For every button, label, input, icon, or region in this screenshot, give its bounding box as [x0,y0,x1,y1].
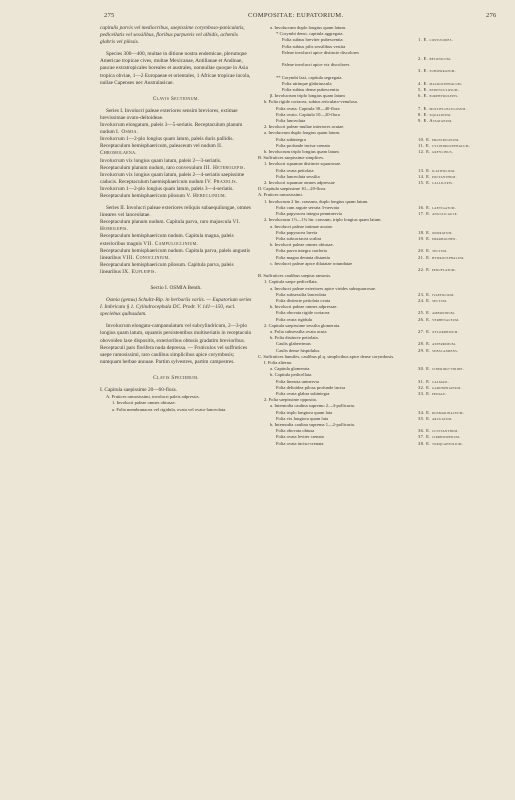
series-one: Series I. Involucri paleae exteriores sensim breviores, extimae brevissimae ovato-deltoideae. [100,107,238,121]
key-text: Folia parva integra conferta [276,248,327,254]
key-entry: Receptaculum hemisphaericum pilosum. Capitula parva, paleis linearibus IX. Eupleipis. [100,261,234,275]
species-name: 14. E. polyanthum. [418,173,457,179]
species-name: 7. E. multiflosculosum. [418,105,467,111]
key-text: Folia vix longiora quam lata [276,415,329,421]
key-text: 2. Involucri paleae multae interiores acutae. [264,124,345,130]
species-name: 5. E. pedunculosum. [418,87,460,93]
page-number-right: 276 [486,12,497,19]
key-text: Folia papyracea laevia [276,229,318,235]
key-text: Folia subtus dense pubescentia [282,87,339,93]
key-text: Folia ovata petiolata [276,167,314,173]
key-text: Caulis dense hispidulus [276,347,320,353]
species-name: 26. E. verbenaceum. [418,316,460,322]
key-text: I. Folia alterna. [264,359,293,365]
key-text: b. Involucri paleae omnes adpressae. [270,304,338,310]
key-text: Folia subtus pilis sessilibus vestita [282,43,346,49]
page-number-left: 275 [104,12,115,19]
species-name: 16. E. laevigatum. [418,204,457,210]
key-text: Folia distincte petiolata ovata [276,297,331,303]
key-text: Folia utrinque glabriuscula [282,80,332,86]
key-text: c. Involucri paleae apice dilatatae rotundatae [270,260,353,266]
key-text: 2. Folia saepissime opposita. [264,397,317,403]
key-text: 2. Capitula saepissime sessilia glomerata. [264,322,341,328]
species-name: 10. E. prostriginum. [418,136,460,142]
species-name: 9. E. Assatanum. [418,118,453,124]
key-text: a. Internodia caulina supremo 2—4-pollicaria. [270,403,355,409]
sectio-heading: Sectio I. OSMIA Benth. [150,285,202,291]
species-name: 15. E. callilepis. [418,180,454,186]
species-name: 33. E. pedale. [418,390,447,396]
key-text: Folia obovata rigide coriacea [276,310,330,316]
key-text: Folia subcoriacea scabra [276,235,322,241]
key-text: II. Capitula saepissime 10—20-flora. [258,186,327,192]
key-entry: Involucrum elongatum, paleis 3—5-seriatis. Receptaculum planum nudum I. Osmia. [100,122,243,136]
key-text: Folia ovata glabra subintegra [276,390,330,396]
key-text: Folia ovata rigidula [276,316,312,322]
key-text: ** Corymbi laxi, capitula segregata. [276,74,343,80]
key-text: a. Involucri paleae intimae acutae. [270,223,334,229]
key-text: B. Suffrutices caulibus saepius ramosis. [258,273,332,279]
key-text: β. Involucrum triplo longius quam latum [270,93,345,99]
key-text: Folia papyracea integra penninervia [276,211,342,217]
key-entry: Receptaculum planum nudum. Capitula parva, raro majuscula VI. Homolepis. [100,219,241,233]
key-text: Folia triplo longiora quam lata [276,409,333,415]
key-text: Folia subtus breviter pubescentia [282,37,343,43]
key-text: Paleae involucri apice distincte discolores [282,49,360,55]
key-line: A. Frutices ramosissimi, involucri paleis adpressis. [106,394,200,400]
key-text: Folia ovata. Capitula 30—40-flora [276,105,340,111]
key-text: Folia subsessilia lanceolata [276,291,327,297]
species-name: 32. E. gardnerianum. [418,384,462,390]
key-entry: Receptaculum hemisphaericum nudum. Capitula magna, paleis exterioribus magnis VII. Campuloclinium. [100,233,234,247]
synonymy: Osmia (genus) Schultz-Bip. in herbariis variis. — Eupatorium series I. Imbricata § 1. Cylindrocephala DC. Prodr. V. 141—150, excl. speciebus quibusdam. [100,297,252,318]
key-text: C. Suffrutices humiles, caulibus pl.q. simplicibus apice dense corymbosis. [258,353,395,359]
key-text: b. Folia distincte petiolata. [270,335,319,341]
key-text: Folia cum argute serrata 3-nervata [276,204,339,210]
running-title: COMPOSITAE: EUPATORIUM. [248,12,344,19]
key-text: b. Folia rigide coriacea, subtus reticulato-venulosa. [264,99,358,105]
key-entry: Involucrum 1—2-plo longius quam latum, paleis 3—4-seriatis. Receptaculum hemisphaericum pilosum V. Hebeclinium. [100,185,234,199]
key-entry: Involucrum vix longius quam latum, paleis 2—4-seriatis saepissime caducis. Receptaculum haemisphaericum nudum IV. Praxelis. [100,171,245,185]
series-two: Series II. Involucri paleae exteriores reliquis subaequilongae, omnes lineares vel lanceolatae. [100,205,251,219]
species-name: 17. E. angulicaule. [418,211,459,217]
species-name: 19. E. erkrhochen. [418,235,458,241]
species-name: 25. E. amboninum. [418,310,456,316]
species-name: 38. E. torquaefolium. [418,440,464,446]
species-name: 3. E. subserratum. [418,68,457,74]
key-text: a. Folia subsessilia ovata acuta [270,328,327,334]
key-text: Caulis glaberrimus [276,341,311,347]
key-text: a. Involucrum duplo longius quam latum. [270,25,347,30]
key-text: Folia ovata inciso-crenata [276,440,324,446]
key-text: Folia subintegra [276,136,306,142]
key-text: Folia profunde incisa-crenata [276,142,330,148]
species-name: 11. E. cylindrocephalum. [418,142,471,148]
species-name: 12. E. greylinus. [418,149,454,155]
species-paragraph: Species 300—400, multae in ditione nostra endemicae, plerumque Americae tropicae cives, multae Mexicanae, Antillanae et Andinae, paucae extratropicales boreales et australes, nonnullae quoque in Asia tropica obviae, 1—2 Europaeae et orientales, 1 Africae tropicae incola, nullae Capenses nec Australasicae. [100,51,251,86]
key-line: 1. Involucri paleae omnes obtusae. [112,400,176,406]
species-name: 35. E. arcuatum. [418,415,453,421]
left-column [100,25,252,413]
intro-text: capitulis parvis vel mediocribus, saepissime corymboso-paniculatis, pedicellatis vel sessilibus, floribus purpureis vel albidis, acheniis glabris vel pilosis. [100,25,245,46]
species-name: 30. E. cinerido-viride. [418,366,465,372]
key-line: I. Capitula saepissime 20—60-flora. [100,387,177,394]
key-text: b. Involucrum triplo longius quam latum [264,149,339,155]
key-text: Folia ovata leviter crenata [276,434,324,440]
key-text: Paleae involucri apice vix discolores [282,62,350,68]
key-line [258,441,496,447]
key-text: B. Suffrutices saepissime simplices. [258,155,325,161]
key-text: 1. Capitula saepe pedicellata. [264,279,318,285]
species-name: 6. E. porphyrolepis. [418,93,459,99]
key-entry: Receptaculum hemisphaericum nudum. Capitula parva, paleis angustis linearibus VIII. Conoclinium. [100,247,251,261]
key-text: 1. Involucrum 2 lin. crassum, duplo longius quam latum. [264,198,369,204]
species-name: 22. E. peruflatum. [418,266,457,272]
right-column-key [258,25,496,447]
species-name: 2. E. betonicum. [418,56,452,62]
key-text: 2. Involucrum 1½—1¾ lin. crassum, triplo longius quam latum. [264,217,382,223]
key-text: Folia ovato. Capitula 10—20-flora [276,111,340,117]
key-text: Folia magna dentata distantia [276,254,330,260]
species-name: 31. E. calmasi. [418,378,450,384]
species-name: 34. E. rosmarinaceum. [418,409,465,415]
section-description: Involucrum elongato-campanulatum vel subcylindricum, 2—3-plo longius quam latum, squamis persistentibus multiseriatis in receptaculo obovoideo laxe dispositis, exterioribus obtusis gradatim brevioribus. Receptaculi pars florifera nuda depressa. — Fruticulos vel suffrutices saepe ramosissimi, raro caulibus simplicibus apice corymbosis; numquam herbae annuae. Partim sylvestres, partim campestres. [100,323,252,365]
species-name: 29. E. subscandens. [418,347,459,353]
key-text: Folia linearia uninervia [276,378,319,384]
species-name: 27. E. xylorrhizum. [418,328,460,334]
key-line: a. Folia membranacea vel rigidula, ovata vel ovato-lanceolata. [112,406,227,412]
species-name: 23. E. ivaefolium. [418,291,455,297]
key-text: Folia obovata obtusa [276,428,315,434]
species-name: 1. E. conyzoides. [418,37,454,43]
key-text: a. Involucri paleae exteriores apice virides subsquarrosae. [270,285,377,291]
species-name: 8. E. squalidum. [418,111,452,117]
species-name: 36. E. cuvitanthum. [418,428,459,434]
key-text: Folia deltoidea pilosa profunde incisa [276,384,346,390]
species-name: 21. E. hydrocephalum. [418,254,465,260]
clavis-specierum-title: Clavis Specierum. [153,374,199,381]
key-text: 2. Involucri squamae omnes adpressae [264,180,335,186]
species-name: 24. E. sectum. [418,297,448,303]
species-name: 20. E. tectum. [418,248,448,254]
key-text: A. Frutices ramosissimi. [258,192,303,198]
key-text: a. Involucrum duplo longius quam latum. [264,130,341,136]
key-text: Folia lanceolata [276,118,306,124]
key-text: * Corymbi densi, capitula aggregata. [276,31,344,37]
species-name: 18. E. odoratum. [418,229,453,235]
key-text: 1. Involucri squamae distincte squarrosae. [264,161,342,167]
species-name: 37. E. cirrhosperum. [418,434,461,440]
key-entry: Involucrum 1—2-plo longius quam latum, paleis duris pallidis. Receptaculum hemisphaericum, paleaceum vel nudum II. Chromolaena. [100,136,234,157]
key-text: a. Capitula glomerata [270,366,310,372]
species-name: 4. E. macrocephalum. [418,80,463,86]
key-text: b. Internodia caulina suprema 1—2-pollicaria. [270,422,355,427]
species-name: 28. E. asperrimum. [418,341,457,347]
key-text: b. Capitula pedicellata. [270,372,313,378]
key-entry: Involucrum vix longius quam latum, paleis 2—3-seriatis. Receptaculum planum nudum, raro convexulum III. Heterolepis. [100,157,246,171]
key-text: Folia lanceolata sessilia [276,173,320,179]
key-text: b. Involucri paleae omnes obtusae. [270,242,334,248]
clavis-sectionum-title: Clavis Sectionum. [152,95,200,102]
species-name: 13. E. ilatifolium. [418,167,456,173]
